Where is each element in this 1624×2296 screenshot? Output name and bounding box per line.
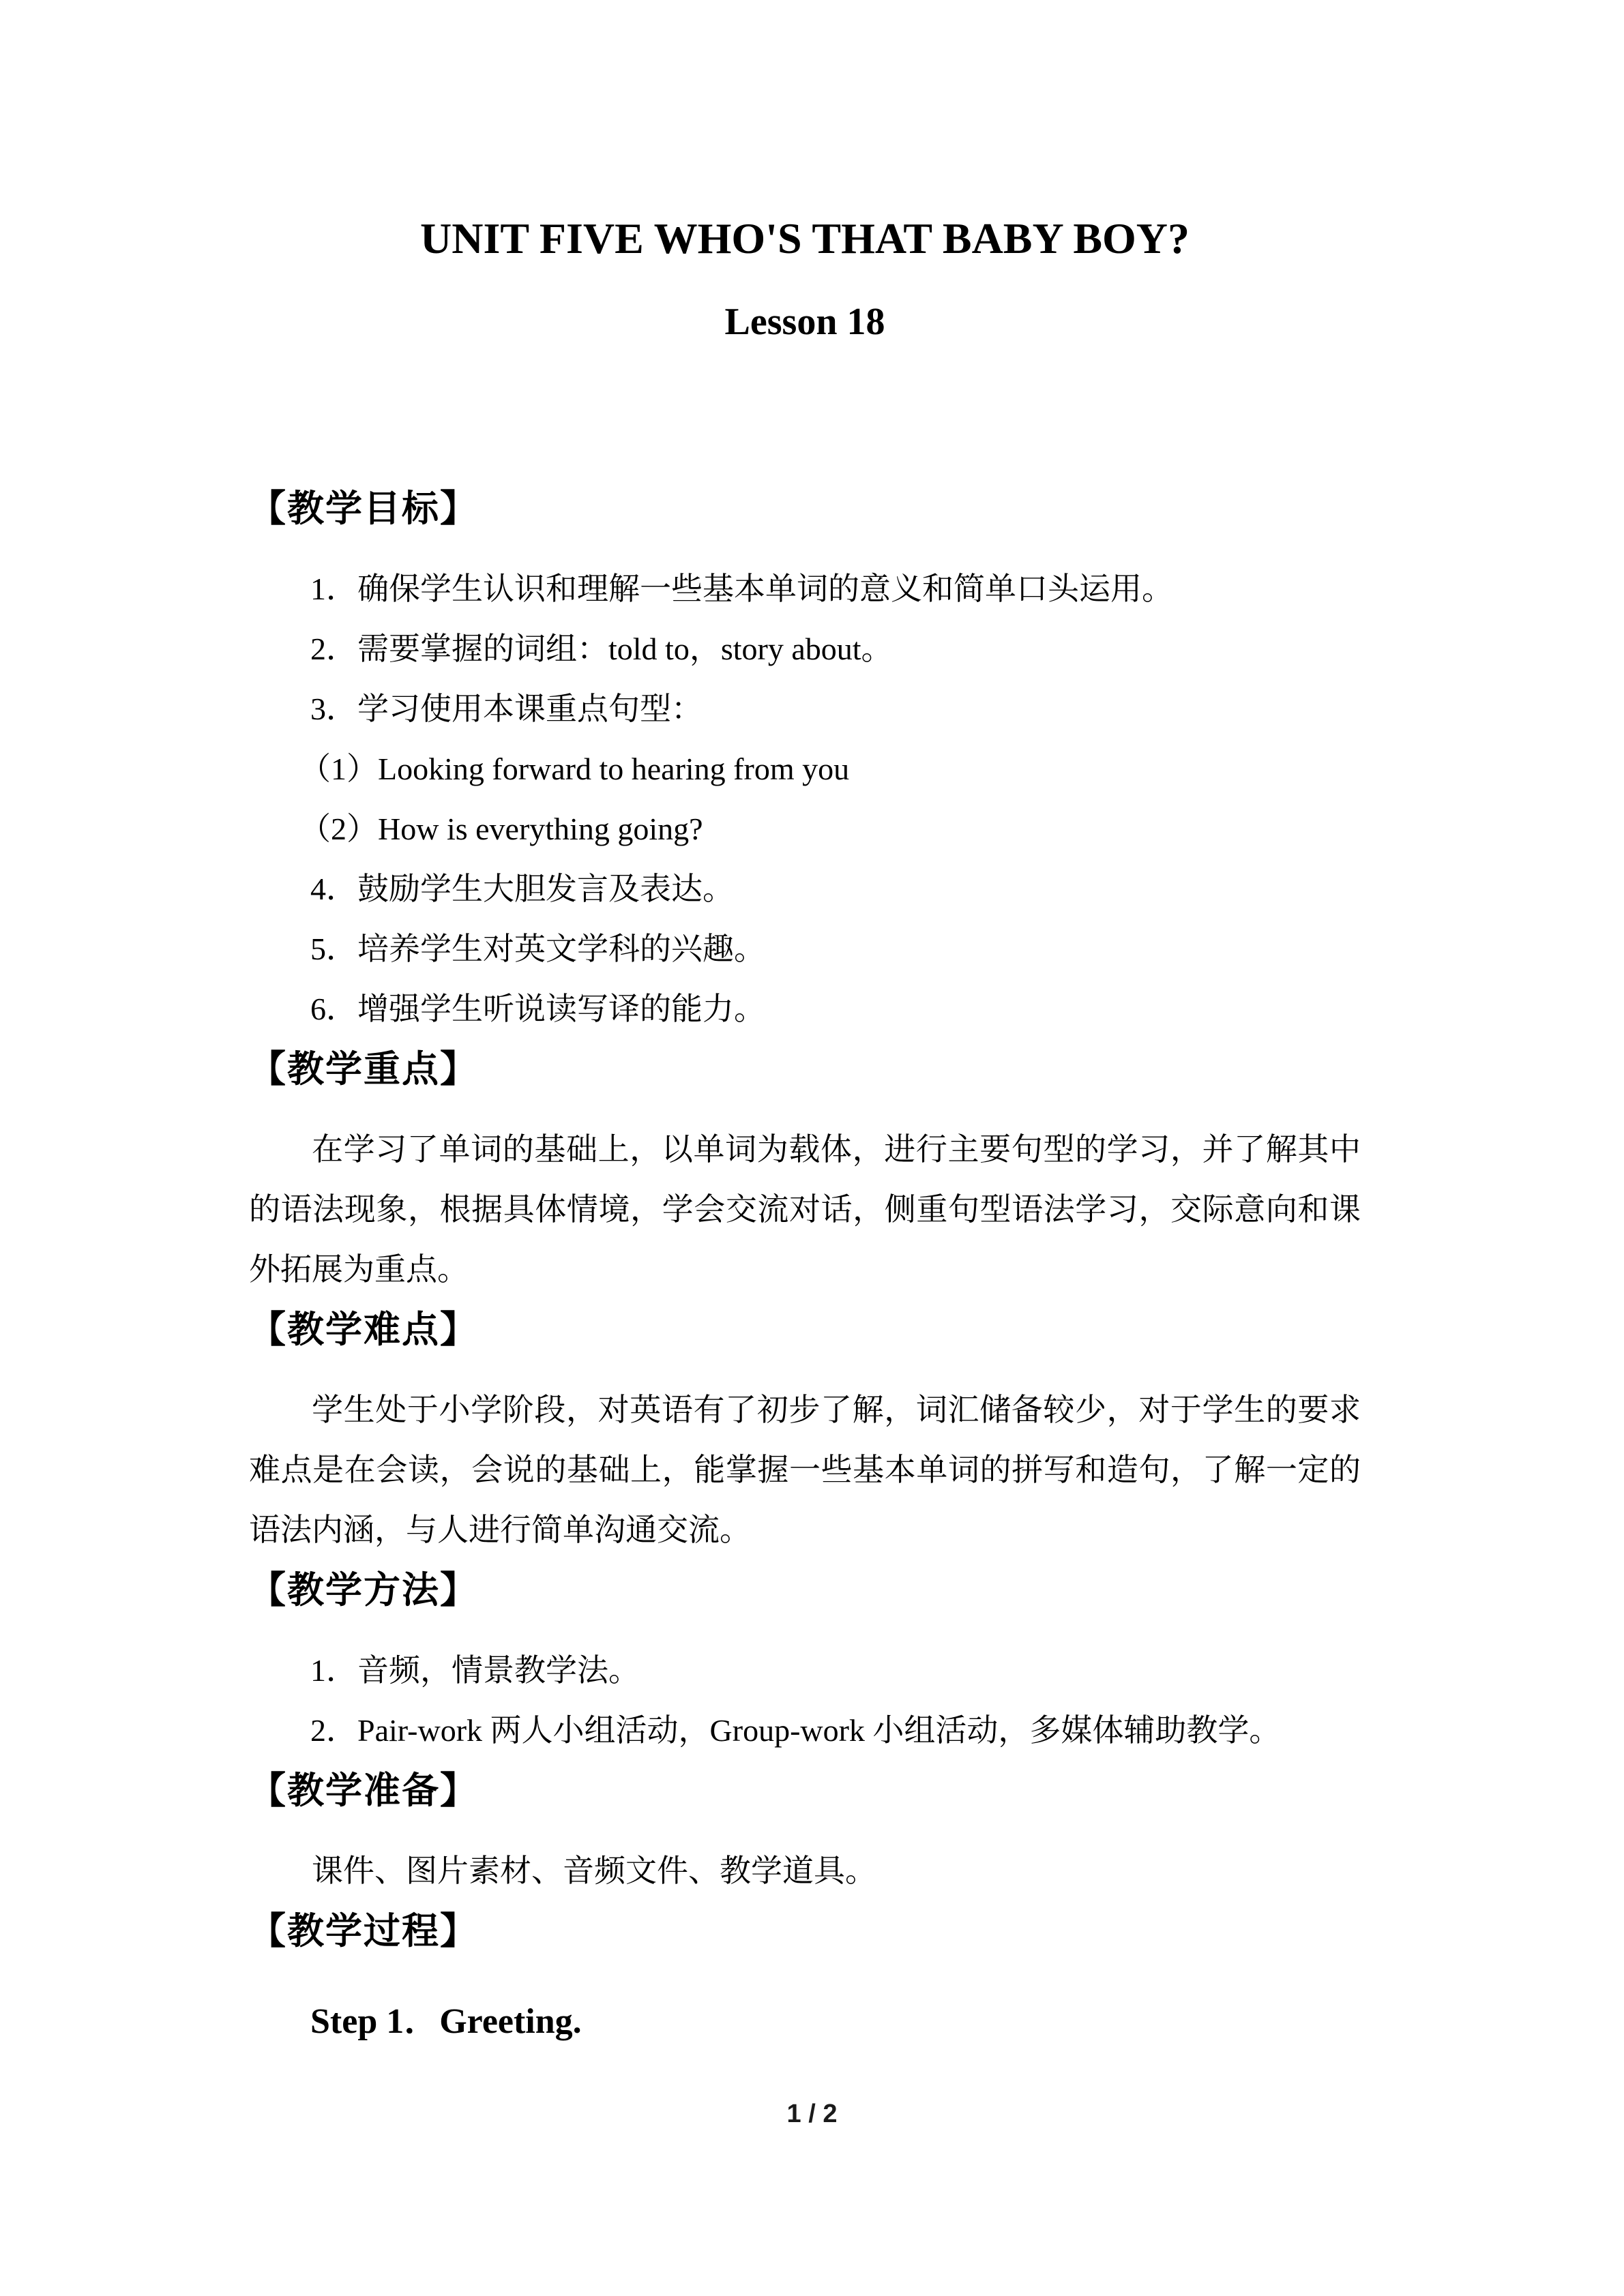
- section-heading-objectives: 【教学目标】: [249, 488, 478, 529]
- key-points-paragraph: 在学习了单词的基础上，以单词为载体，进行主要句型的学习，并了解其中的语法现象，根据具体情境，学会交流对话，侧重句型语法学习，交际意向和课外拓展为重点。: [249, 1132, 1361, 1287]
- section-heading-preparation: 【教学准备】: [249, 1770, 478, 1811]
- list-item: 2．Pair-work 两人小组活动，Group-work 小组活动，多媒体辅助教学。: [310, 1713, 1281, 1748]
- difficulties-paragraph: 学生处于小学阶段，对英语有了初步了解，词汇储备较少，对于学生的要求难点是在会读，会说的基础上，能掌握一些基本单词的拼写和造句，了解一定的语法内涵，与人进行简单沟通交流。: [249, 1392, 1361, 1547]
- list-item: 6．增强学生听说读写译的能力。: [310, 992, 765, 1026]
- objectives-list: [249, 559, 1361, 1039]
- preparation-line: 课件、图片素材、音频文件、教学道具。: [312, 1853, 876, 1888]
- section-heading-process: 【教学过程】: [249, 1911, 478, 1952]
- section-heading-methods: 【教学方法】: [249, 1570, 478, 1611]
- document-title: UNIT FIVE WHO'S THAT BABY BOY?: [420, 214, 1190, 263]
- methods-list: [249, 1641, 1361, 1761]
- list-item: 1．音频，情景教学法。: [310, 1653, 640, 1688]
- process-step-line: Step 1．Greeting.: [310, 2002, 582, 2041]
- page-number: 1 / 2: [786, 2100, 838, 2128]
- list-subitem: （2）How is everything going?: [299, 811, 703, 846]
- section-heading-key-points: 【教学重点】: [249, 1049, 478, 1090]
- list-item: 4．鼓励学生大胆发言及表达。: [310, 871, 734, 906]
- list-item: 2．需要掌握的词组：told to，story about。: [310, 631, 893, 666]
- list-item: 1．确保学生认识和理解一些基本单词的意义和简单口头运用。: [310, 571, 1173, 606]
- list-item: 3．学习使用本课重点句型：: [310, 691, 703, 726]
- list-item: 5．培养学生对英文学科的兴趣。: [310, 931, 765, 966]
- list-subitem: （1）Looking forward to hearing from you: [299, 751, 850, 786]
- document-subtitle: Lesson 18: [724, 301, 885, 343]
- section-heading-difficulties: 【教学难点】: [249, 1309, 478, 1350]
